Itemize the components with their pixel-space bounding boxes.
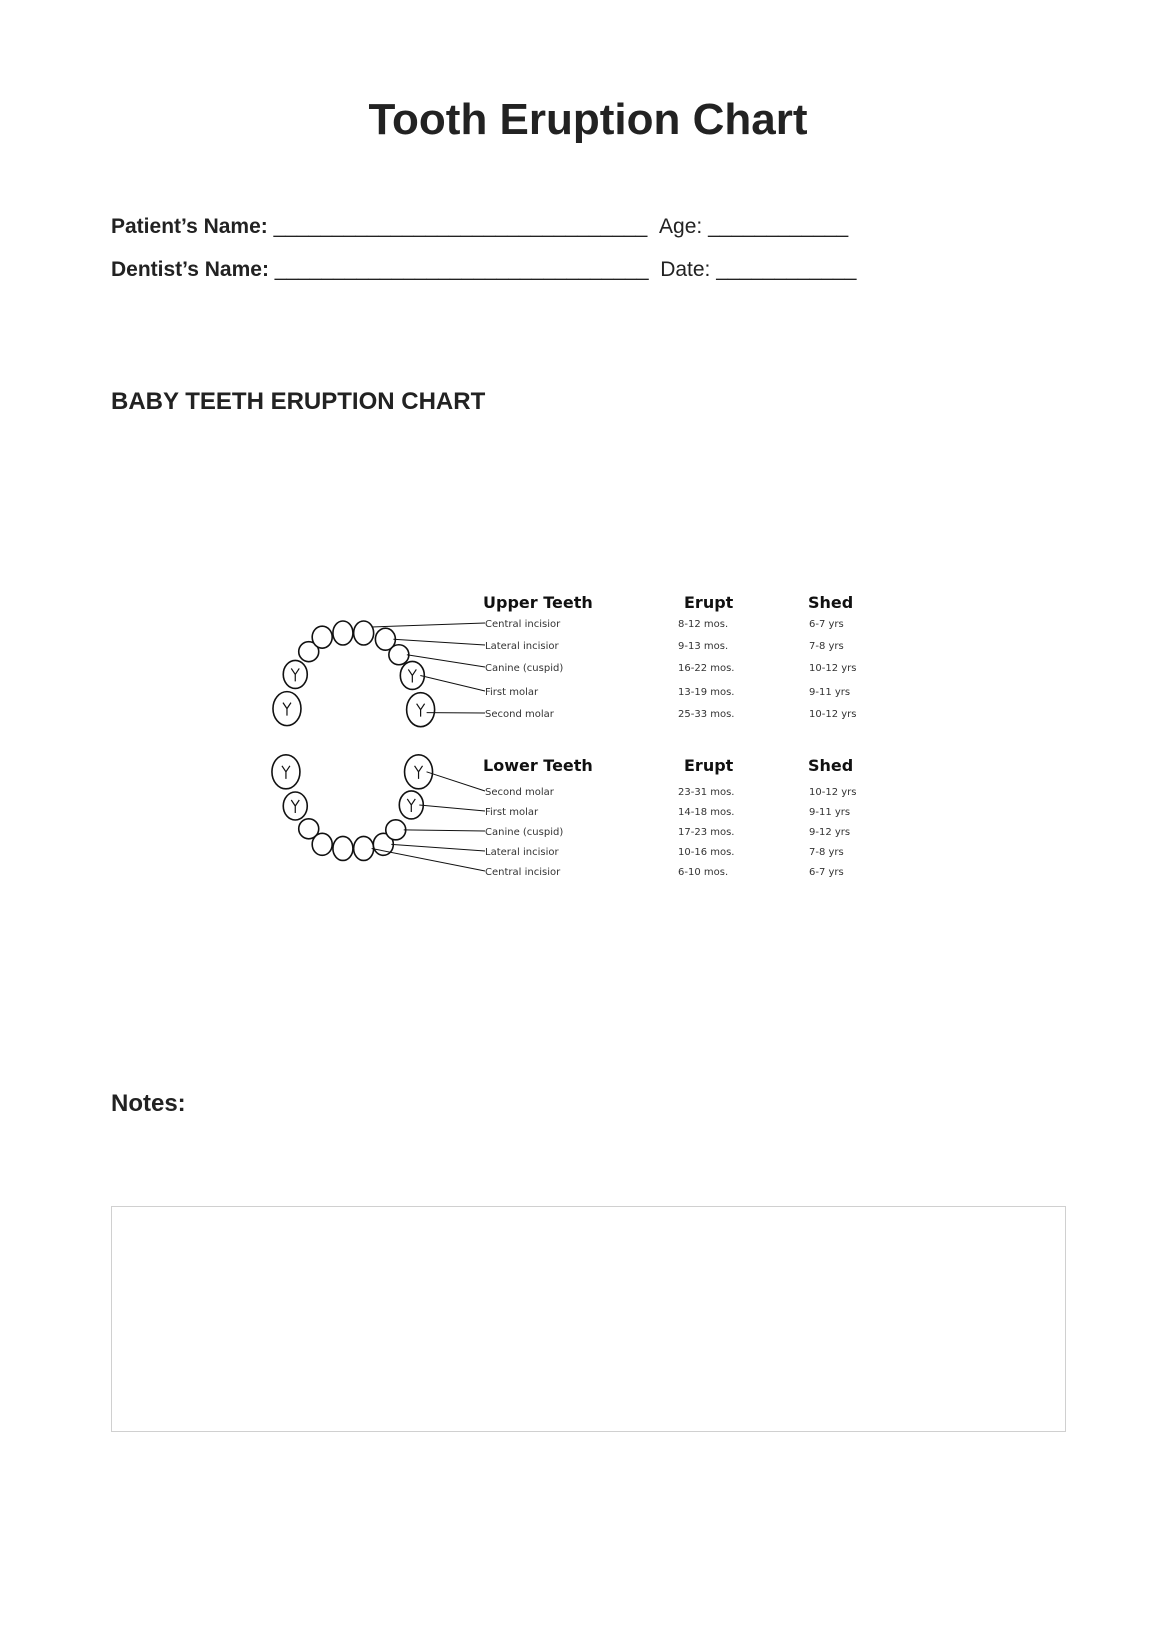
leader-line: [372, 848, 485, 871]
age-field[interactable]: ____________: [708, 215, 849, 238]
patient-name-field[interactable]: ________________________________: [273, 215, 648, 238]
date-label: Date:: [660, 258, 711, 281]
upper-central-incisor-tooth: [354, 621, 374, 645]
leader-line: [420, 675, 485, 691]
upper-erupt-header: Erupt: [684, 593, 734, 612]
upper-row-shed: 10-12 yrs: [809, 709, 857, 720]
leader-line: [372, 623, 485, 627]
lower-row-tooth: Canine (cuspid): [485, 827, 564, 838]
upper-row-tooth: First molar: [485, 687, 539, 698]
upper-row-erupt: 13-19 mos.: [678, 687, 735, 698]
leader-line: [393, 639, 485, 645]
lower-row-erupt: 6-10 mos.: [678, 867, 729, 878]
upper-row-tooth: Canine (cuspid): [485, 663, 564, 674]
upper-row-shed: 10-12 yrs: [809, 663, 857, 674]
notes-textarea[interactable]: [111, 1206, 1066, 1432]
page-title: Tooth Eruption Chart: [368, 95, 808, 144]
upper-row-tooth: Central incisior: [485, 619, 561, 630]
lower-central-incisor-tooth: [333, 836, 353, 860]
lower-lateral-incisor-tooth: [312, 833, 332, 855]
upper-row-shed: 7-8 yrs: [809, 641, 844, 652]
lower-row-shed: 6-7 yrs: [809, 867, 844, 878]
lower-erupt-header: Erupt: [684, 756, 734, 775]
upper-row-erupt: 8-12 mos.: [678, 619, 729, 630]
upper-lateral-incisor-tooth: [312, 626, 332, 648]
lower-row-erupt: 10-16 mos.: [678, 847, 735, 858]
lower-row-shed: 9-11 yrs: [809, 807, 851, 818]
leader-line: [427, 772, 485, 791]
upper-row-shed: 6-7 yrs: [809, 619, 844, 630]
date-field[interactable]: ____________: [716, 258, 857, 281]
lower-shed-header: Shed: [808, 756, 854, 775]
lower-row-tooth: First molar: [485, 807, 539, 818]
leader-line: [391, 844, 485, 851]
upper-shed-header: Shed: [808, 593, 854, 612]
age-label: Age:: [659, 215, 703, 238]
lower-canine-tooth: [386, 820, 406, 840]
lower-row-erupt: 17-23 mos.: [678, 827, 735, 838]
upper-teeth-header: Upper Teeth: [483, 593, 593, 612]
lower-row-tooth: Central incisior: [485, 867, 561, 878]
patient-name-label: Patient’s Name:: [111, 215, 268, 238]
upper-row-tooth: Second molar: [485, 709, 554, 720]
upper-row-tooth: Lateral incisior: [485, 641, 559, 652]
upper-row-erupt: 9-13 mos.: [678, 641, 729, 652]
upper-canine-tooth: [389, 645, 409, 665]
upper-central-incisor-tooth: [333, 621, 353, 645]
lower-row-tooth: Second molar: [485, 787, 554, 798]
notes-label: Notes:: [111, 1090, 186, 1117]
lower-row-shed: 9-12 yrs: [809, 827, 851, 838]
dentist-name-label: Dentist’s Name:: [111, 258, 269, 281]
upper-row-shed: 9-11 yrs: [809, 687, 851, 698]
leader-line: [404, 830, 485, 831]
lower-row-erupt: 14-18 mos.: [678, 807, 735, 818]
dentist-name-field[interactable]: ________________________________: [274, 258, 649, 281]
lower-row-shed: 7-8 yrs: [809, 847, 844, 858]
lower-row-erupt: 23-31 mos.: [678, 787, 735, 798]
upper-row-erupt: 16-22 mos.: [678, 663, 735, 674]
section-title: BABY TEETH ERUPTION CHART: [111, 388, 486, 415]
lower-teeth-header: Lower Teeth: [483, 756, 593, 775]
lower-row-shed: 10-12 yrs: [809, 787, 857, 798]
leader-line: [419, 805, 485, 811]
lower-row-tooth: Lateral incisior: [485, 847, 559, 858]
lower-central-incisor-tooth: [354, 836, 374, 860]
upper-row-erupt: 25-33 mos.: [678, 709, 735, 720]
